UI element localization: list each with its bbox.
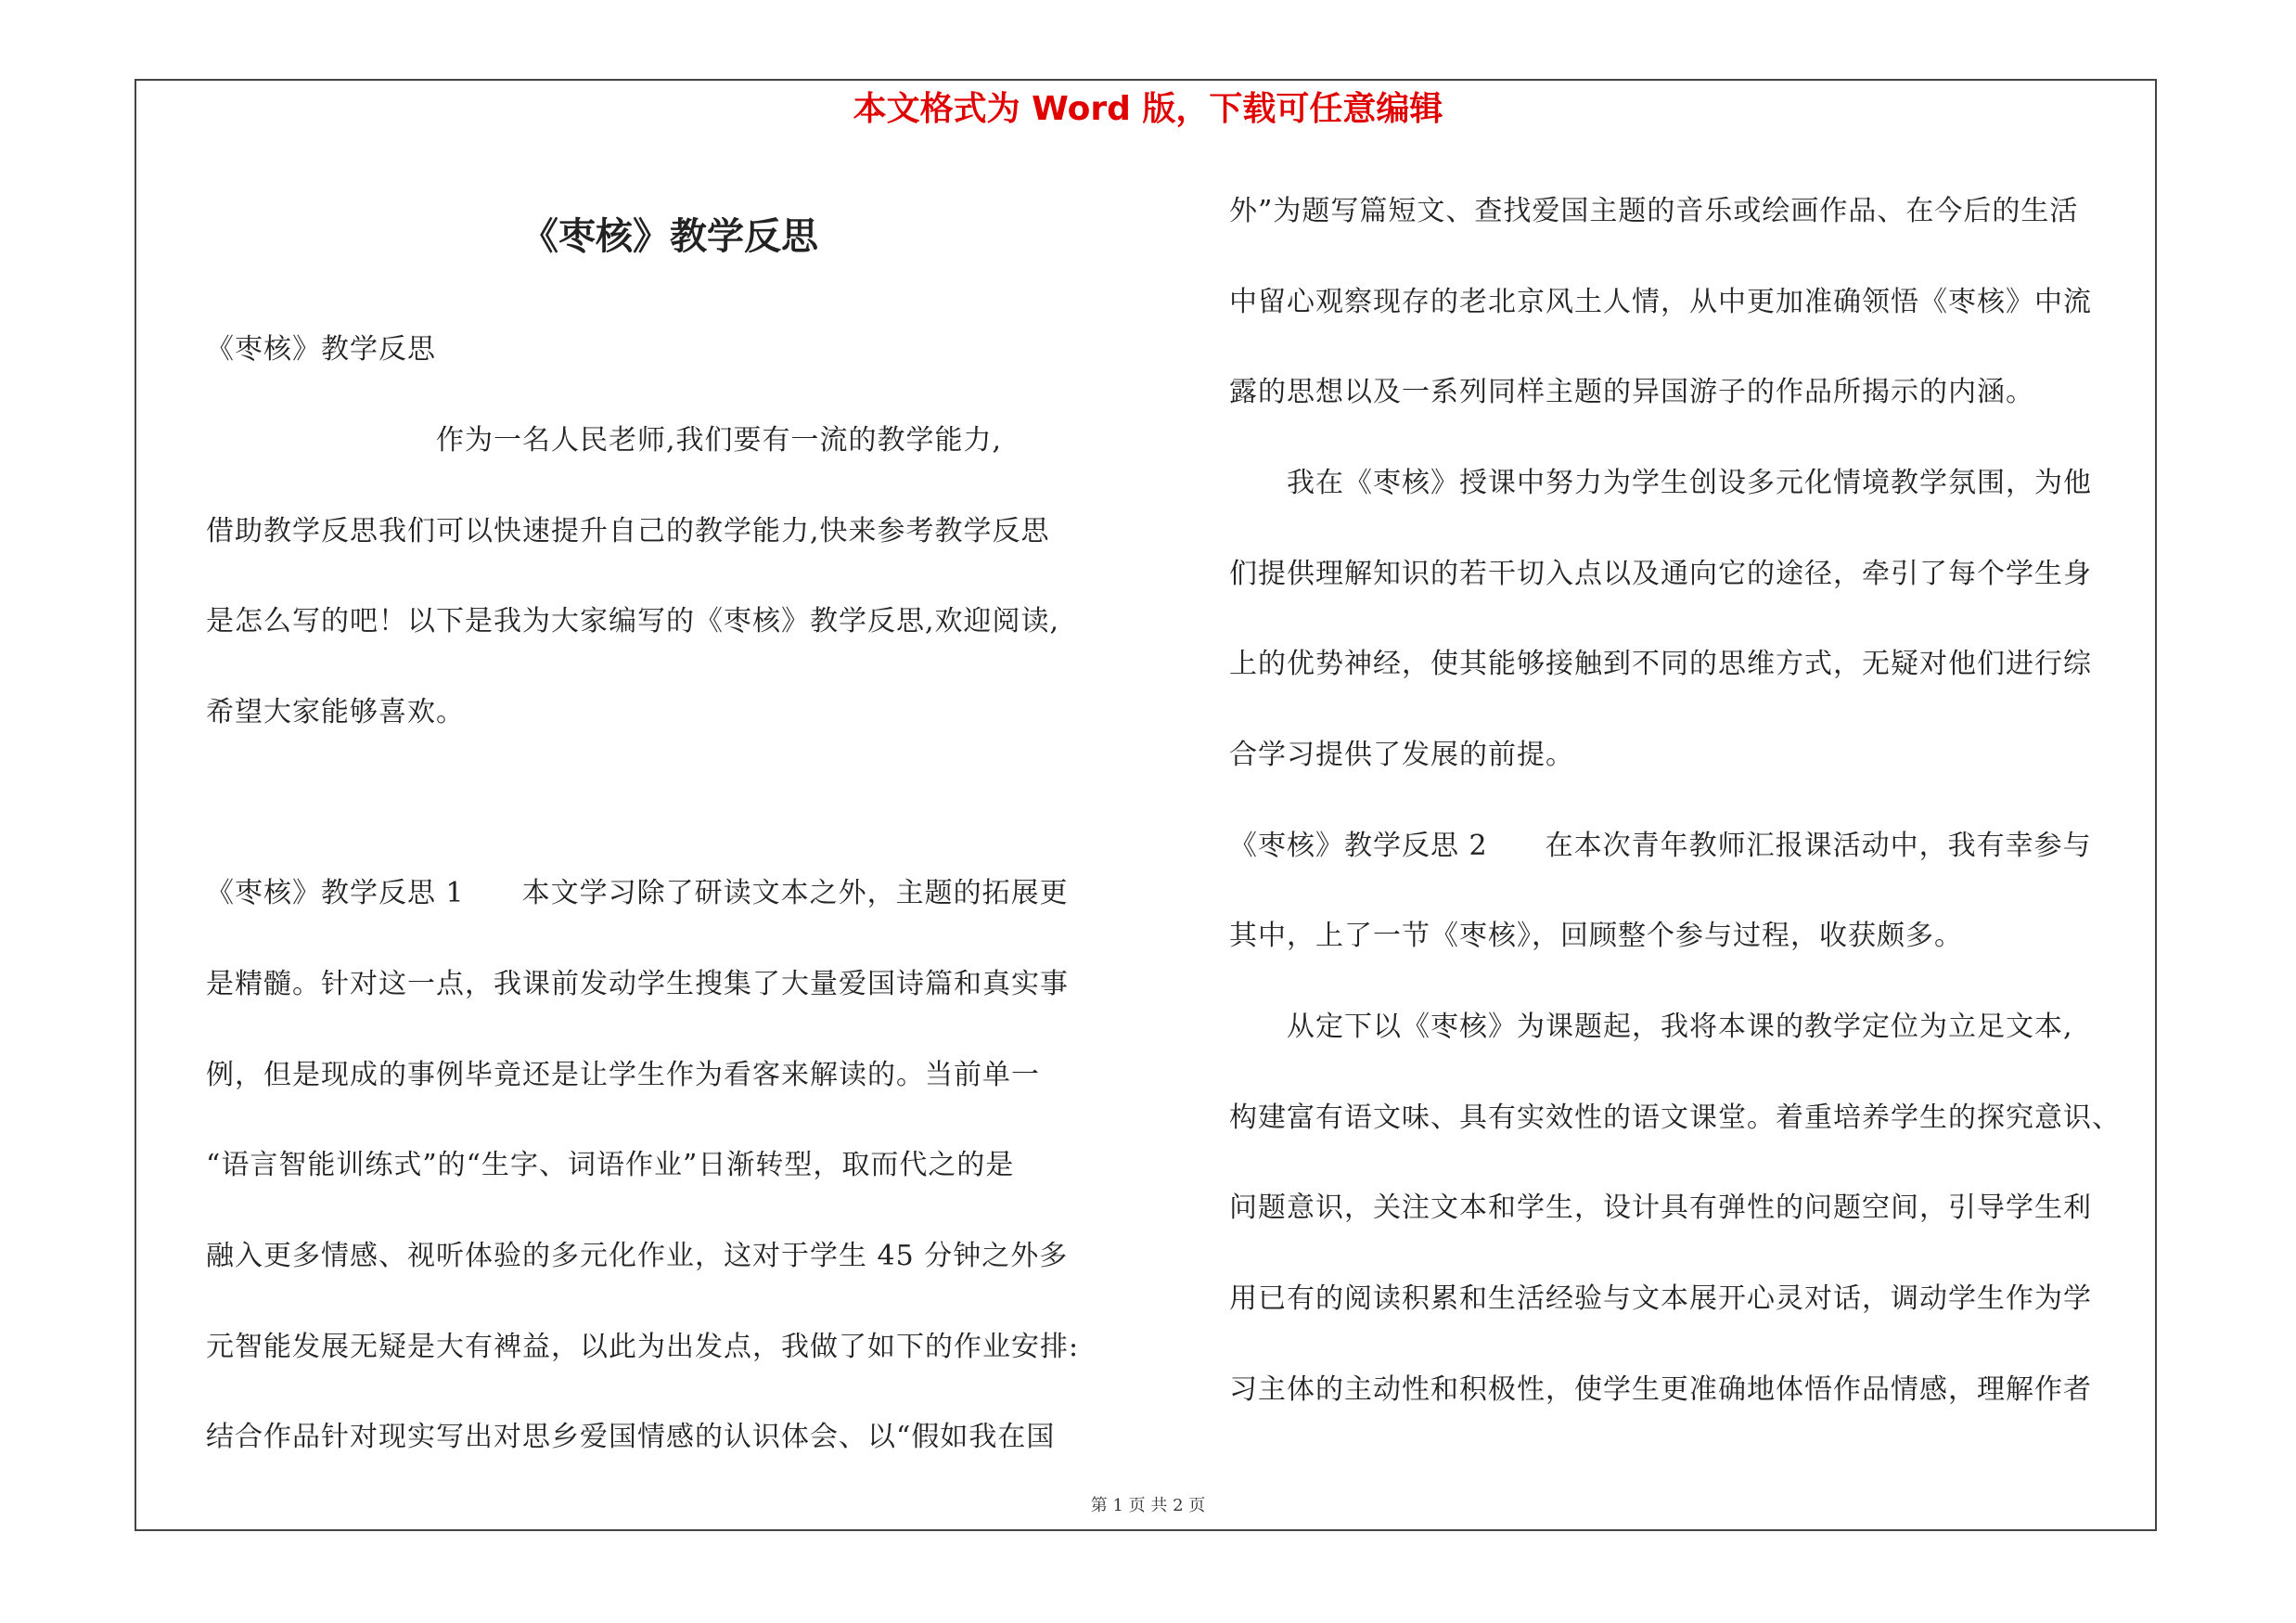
text-line: 合学习提供了发展的前提。 — [1229, 739, 1574, 771]
text-line: 中留心观察现存的老北京风土人情，从中更加准确领悟《枣核》中流 — [1229, 286, 2092, 318]
text-line: 们提供理解知识的若干切入点以及通向它的途径，牵引了每个学生身 — [1229, 558, 2092, 590]
text-line: 习主体的主动性和积极性，使学生更准确地体悟作品情感，理解作者 — [1229, 1373, 2092, 1406]
format-banner: 本文格式为 Word 版，下载可任意编辑 — [853, 90, 1443, 128]
text-line: 结合作品针对现实写出对思乡爱国情感的认识体会、以“假如我在国 — [206, 1421, 1056, 1453]
text-line: 用已有的阅读积累和生活经验与文本展开心灵对话，调动学生作为学 — [1229, 1282, 2092, 1315]
text-line: 例，但是现成的事例毕竟还是让学生作为看客来解读的。当前单一 — [206, 1059, 1040, 1091]
text-line: 作为一名人民老师,我们要有一流的教学能力, — [206, 424, 1003, 457]
text-line: 是怎么写的吧！以下是我为大家编写的《枣核》教学反思,欢迎阅读, — [206, 605, 1060, 638]
document-title: 《枣核》教学反思 — [521, 215, 818, 258]
text-line: 希望大家能够喜欢。 — [206, 696, 465, 728]
text-line: “语言智能训练式”的“生字、词语作业”日渐转型，取而代之的是 — [206, 1149, 1015, 1181]
text-line: 问题意识，关注文本和学生，设计具有弹性的问题空间，引导学生利 — [1229, 1191, 2092, 1224]
text-line: 露的思想以及一系列同样主题的异国游子的作品所揭示的内涵。 — [1229, 376, 2034, 408]
text-line: 元智能发展无疑是大有裨益，以此为出发点，我做了如下的作业安排: — [206, 1331, 1080, 1363]
page-number: 第 1 页 共 2 页 — [1090, 1496, 1206, 1515]
text-line: 《枣核》教学反思 1 本文学习除了研读文本之外，主题的拓展更 — [206, 877, 1069, 909]
text-line: 外”为题写篇短文、查找爱国主题的音乐或绘画作品、在今后的生活 — [1229, 195, 2079, 227]
text-line: 借助教学反思我们可以快速提升自己的教学能力,快来参考教学反思 — [206, 515, 1050, 547]
text-line: 《枣核》教学反思 2 在本次青年教师汇报课活动中，我有幸参与 — [1229, 830, 2092, 862]
text-line: 其中，上了一节《枣核》，回顾整个参与过程，收获颇多。 — [1229, 920, 1963, 952]
text-line: 上的优势神经，使其能够接触到不同的思维方式，无疑对他们进行综 — [1229, 648, 2092, 680]
text-line: 构建富有语文味、具有实效性的语文课堂。着重培养学生的探究意识、 — [1229, 1101, 2121, 1134]
text-line: 我在《枣核》授课中努力为学生创设多元化情境教学氛围，为他 — [1229, 467, 2092, 499]
text-line: 从定下以《枣核》为课题起，我将本课的教学定位为立足文本, — [1229, 1011, 2073, 1043]
text-line: 是精髓。针对这一点，我课前发动学生搜集了大量爱国诗篇和真实事 — [206, 968, 1069, 1000]
text-line: 《枣核》教学反思 — [206, 333, 436, 366]
text-line: 融入更多情感、视听体验的多元化作业，这对于学生 45 分钟之外多 — [206, 1240, 1069, 1272]
